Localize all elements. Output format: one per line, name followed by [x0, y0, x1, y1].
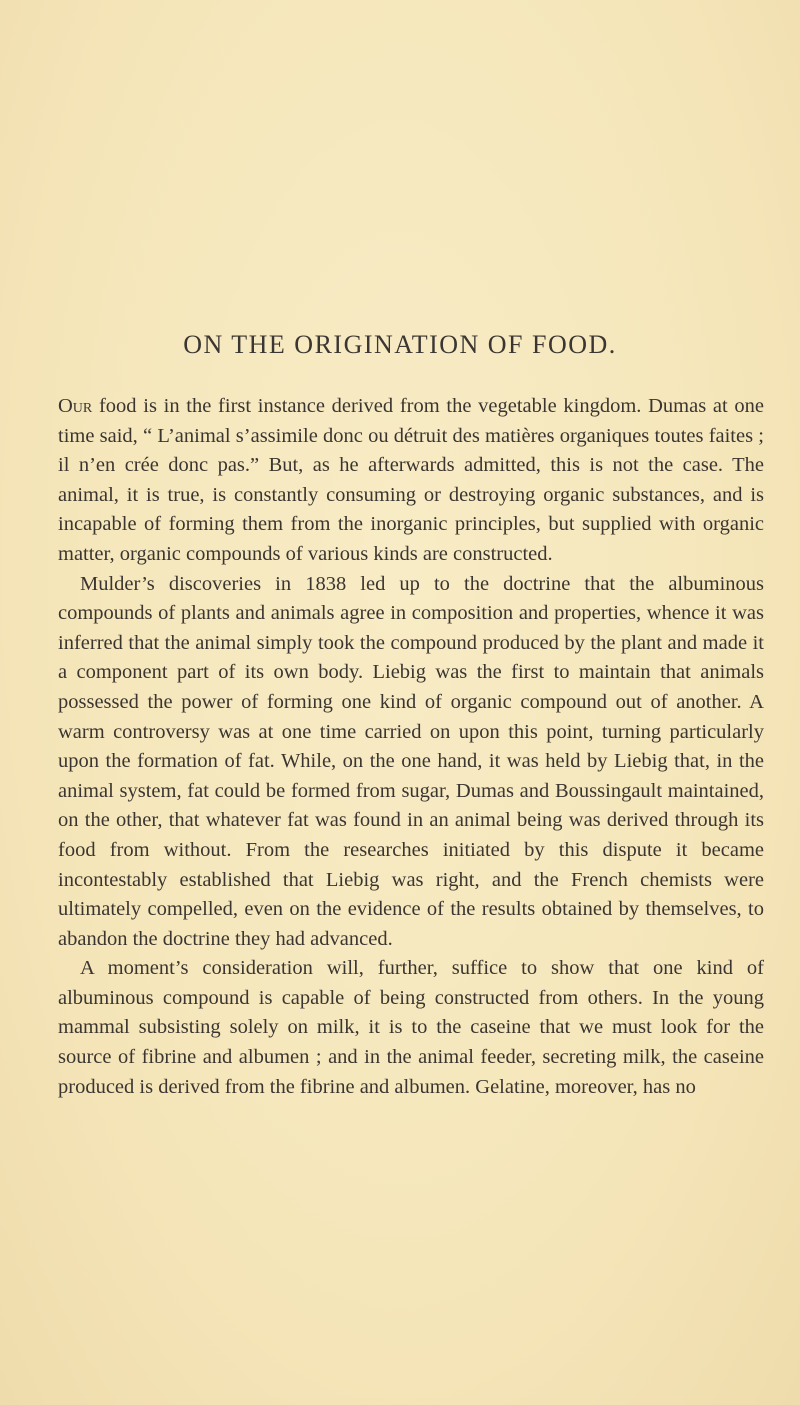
- paragraph-lead-word: Our: [58, 395, 93, 417]
- paragraph: [58, 570, 764, 955]
- paragraph-text: Mulder’s discoveries in 1838 led up to the doctrine that the albuminous compounds of plants and animals agree in composition and properties, whence it was inferred that the animal simply took the compound produced by the plant and made it a component part of its own body. Liebig was the first to maintain that animals possessed the power of forming one kind of organic compound out of another. A warm controversy was at one time carried on upon this point, turning particularly upon the formation of fat. While, on the one hand, it was held by Liebig that, in the animal system, fat could be formed from sugar, Dumas and Boussingault maintained, on the other, that whatever fat was found in an animal being was derived through its food from without. From the researches initiated by this dispute it became incontestably established that Liebig was right, and the French chemists were ultimately compelled, even on the evidence of the results obtained by themselves, to abandon the doctrine they had advanced.: [58, 572, 764, 950]
- paragraph-text: food is in the first instance derived from the vegetable kingdom. Dumas at one time said, “ L’animal s’assimile donc ou détruit des matières organiques toutes faites ; il n’en crée donc pas.” But, as he afterwards admitted, this is not the case. The animal, it is true, is constantly consuming or destroying organic substances, and is incapable of forming them from the inorganic principles, but supplied with organic matter, organic compounds of various kinds are constructed.: [58, 395, 764, 565]
- paragraph: [58, 954, 764, 1102]
- page-title: ON THE ORIGINATION OF FOOD.: [183, 330, 617, 359]
- paragraph-text: A moment’s consideration will, further, suffice to show that one kind of albuminous compound is capable of being constructed from others. In the young mammal subsisting solely on milk, it is to the caseine that we must look for the source of fibrine and albumen ; and in the animal feeder, secreting milk, the caseine produced is derived from the fibrine and albumen. Gelatine, moreover, has no: [58, 957, 764, 1098]
- body-text: [58, 392, 764, 1102]
- paragraph: [58, 392, 764, 570]
